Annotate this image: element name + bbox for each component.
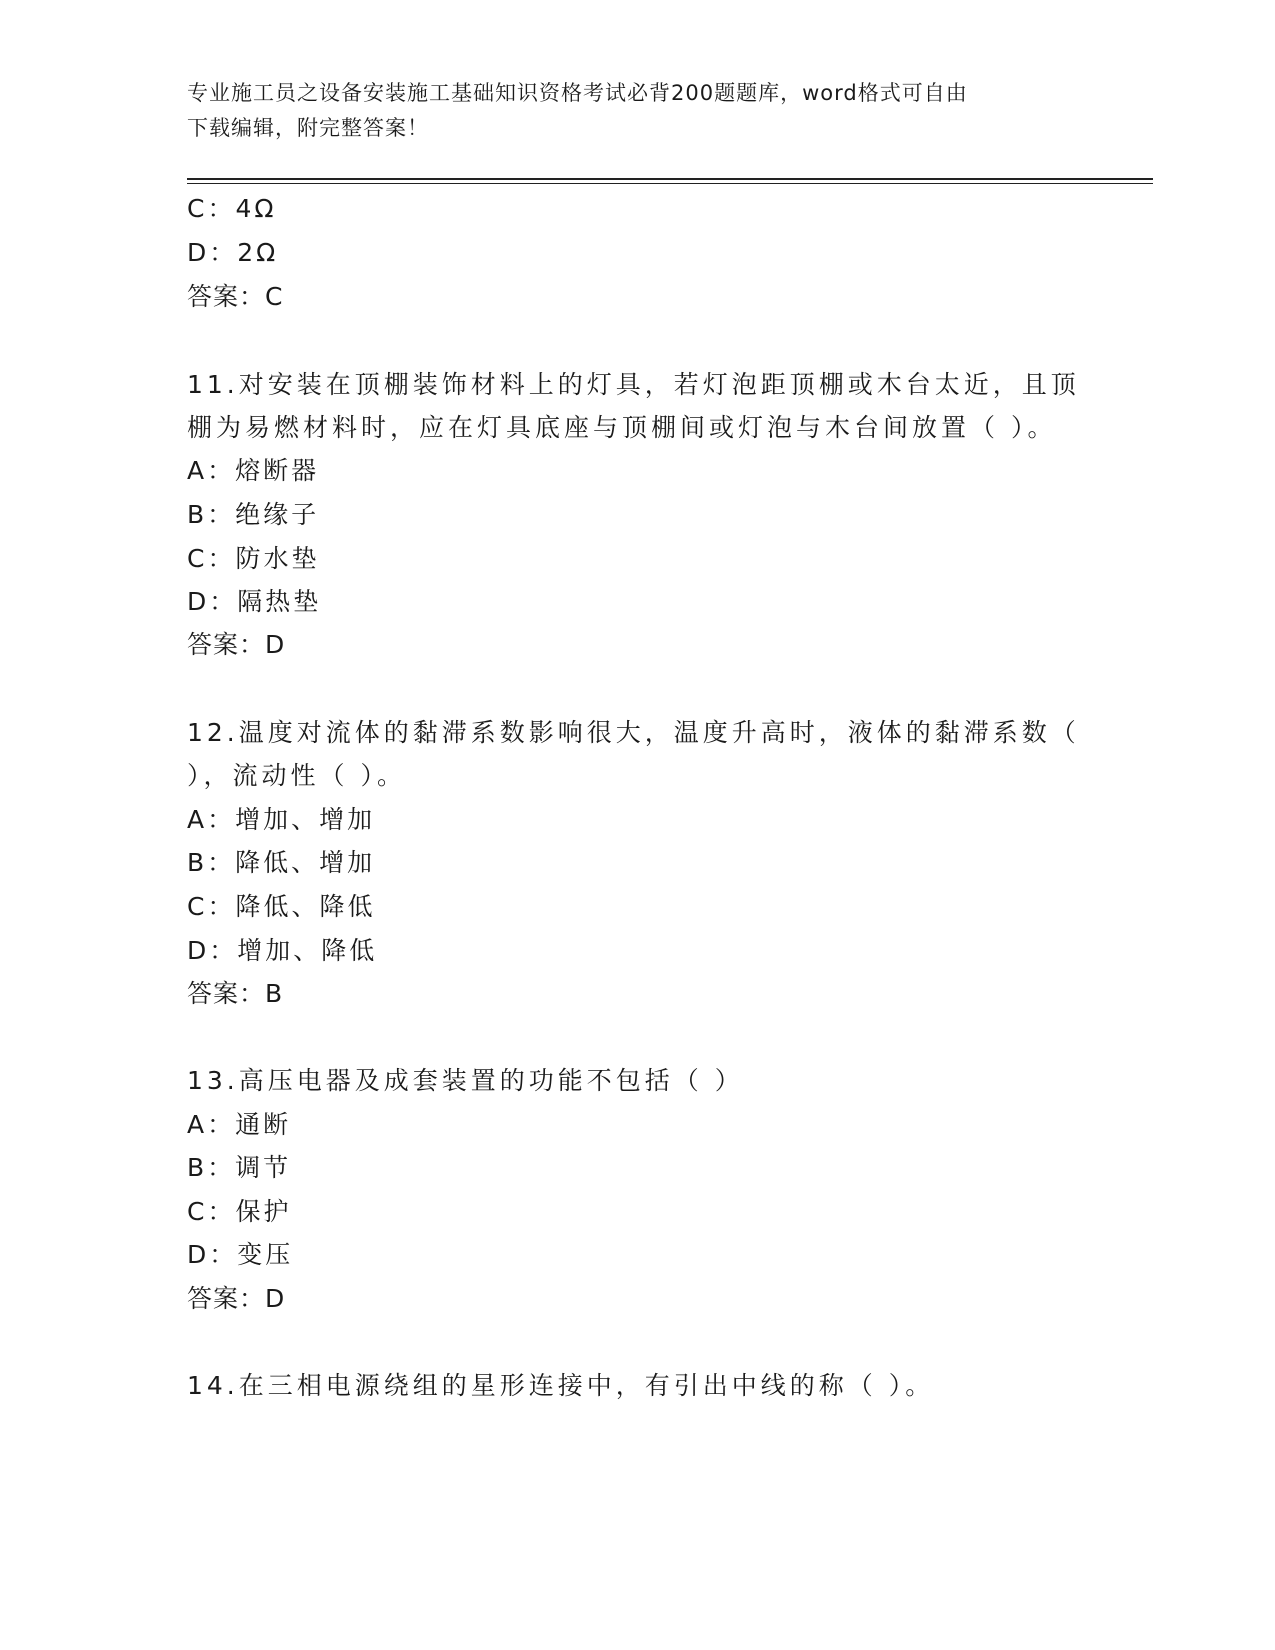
q10-option-d: D：2Ω (187, 238, 279, 267)
q13-option-c: C：保护 (187, 1197, 292, 1226)
q11-stem-line-2: 棚为易燃材料时，应在灯具底座与顶棚间或灯泡与木台间放置（ ）。 (187, 413, 1057, 442)
q12-option-d: D：增加、降低 (187, 936, 378, 965)
q12-option-b: B：降低、增加 (187, 848, 376, 877)
q12-option-c: C：降低、降低 (187, 892, 376, 921)
q12-option-a: A：增加、增加 (187, 805, 376, 834)
q11-stem-line-1: 11.对安装在顶棚装饰材料上的灯具，若灯泡距顶棚或木台太近，且顶 (187, 370, 1080, 399)
q14-stem-line-1: 14.在三相电源绕组的星形连接中，有引出中线的称（ ）。 (187, 1371, 935, 1400)
q12-answer: 答案：B (187, 979, 284, 1008)
q10-option-c: C：4Ω (187, 194, 277, 223)
header-line-1: 专业施工员之设备安装施工基础知识资格考试必背200题题库，word格式可自由 (187, 81, 968, 105)
q13-answer: 答案：D (187, 1284, 286, 1313)
q13-stem-line-1: 13.高压电器及成套装置的功能不包括（ ） (187, 1066, 744, 1095)
q13-option-b: B：调节 (187, 1153, 292, 1182)
header-divider-thick (187, 178, 1153, 180)
q11-option-a: A：熔断器 (187, 456, 320, 485)
q13-option-d: D：变压 (187, 1240, 294, 1269)
document-header (187, 76, 1067, 146)
q12-stem-line-2: ），流动性（ ）。 (187, 761, 406, 790)
q11-option-d: D：隔热垫 (187, 587, 322, 616)
q12-stem-line-1: 12.温度对流体的黏滞系数影响很大，温度升高时，液体的黏滞系数（ (187, 718, 1080, 747)
q11-option-b: B：绝缘子 (187, 500, 320, 529)
q11-option-c: C：防水垫 (187, 544, 320, 573)
header-line-2: 下载编辑，附完整答案！ (187, 116, 429, 140)
q10-answer: 答案：C (187, 282, 284, 311)
header-divider-thin (187, 183, 1153, 184)
q13-option-a: A：通断 (187, 1110, 292, 1139)
q11-answer: 答案：D (187, 630, 286, 659)
